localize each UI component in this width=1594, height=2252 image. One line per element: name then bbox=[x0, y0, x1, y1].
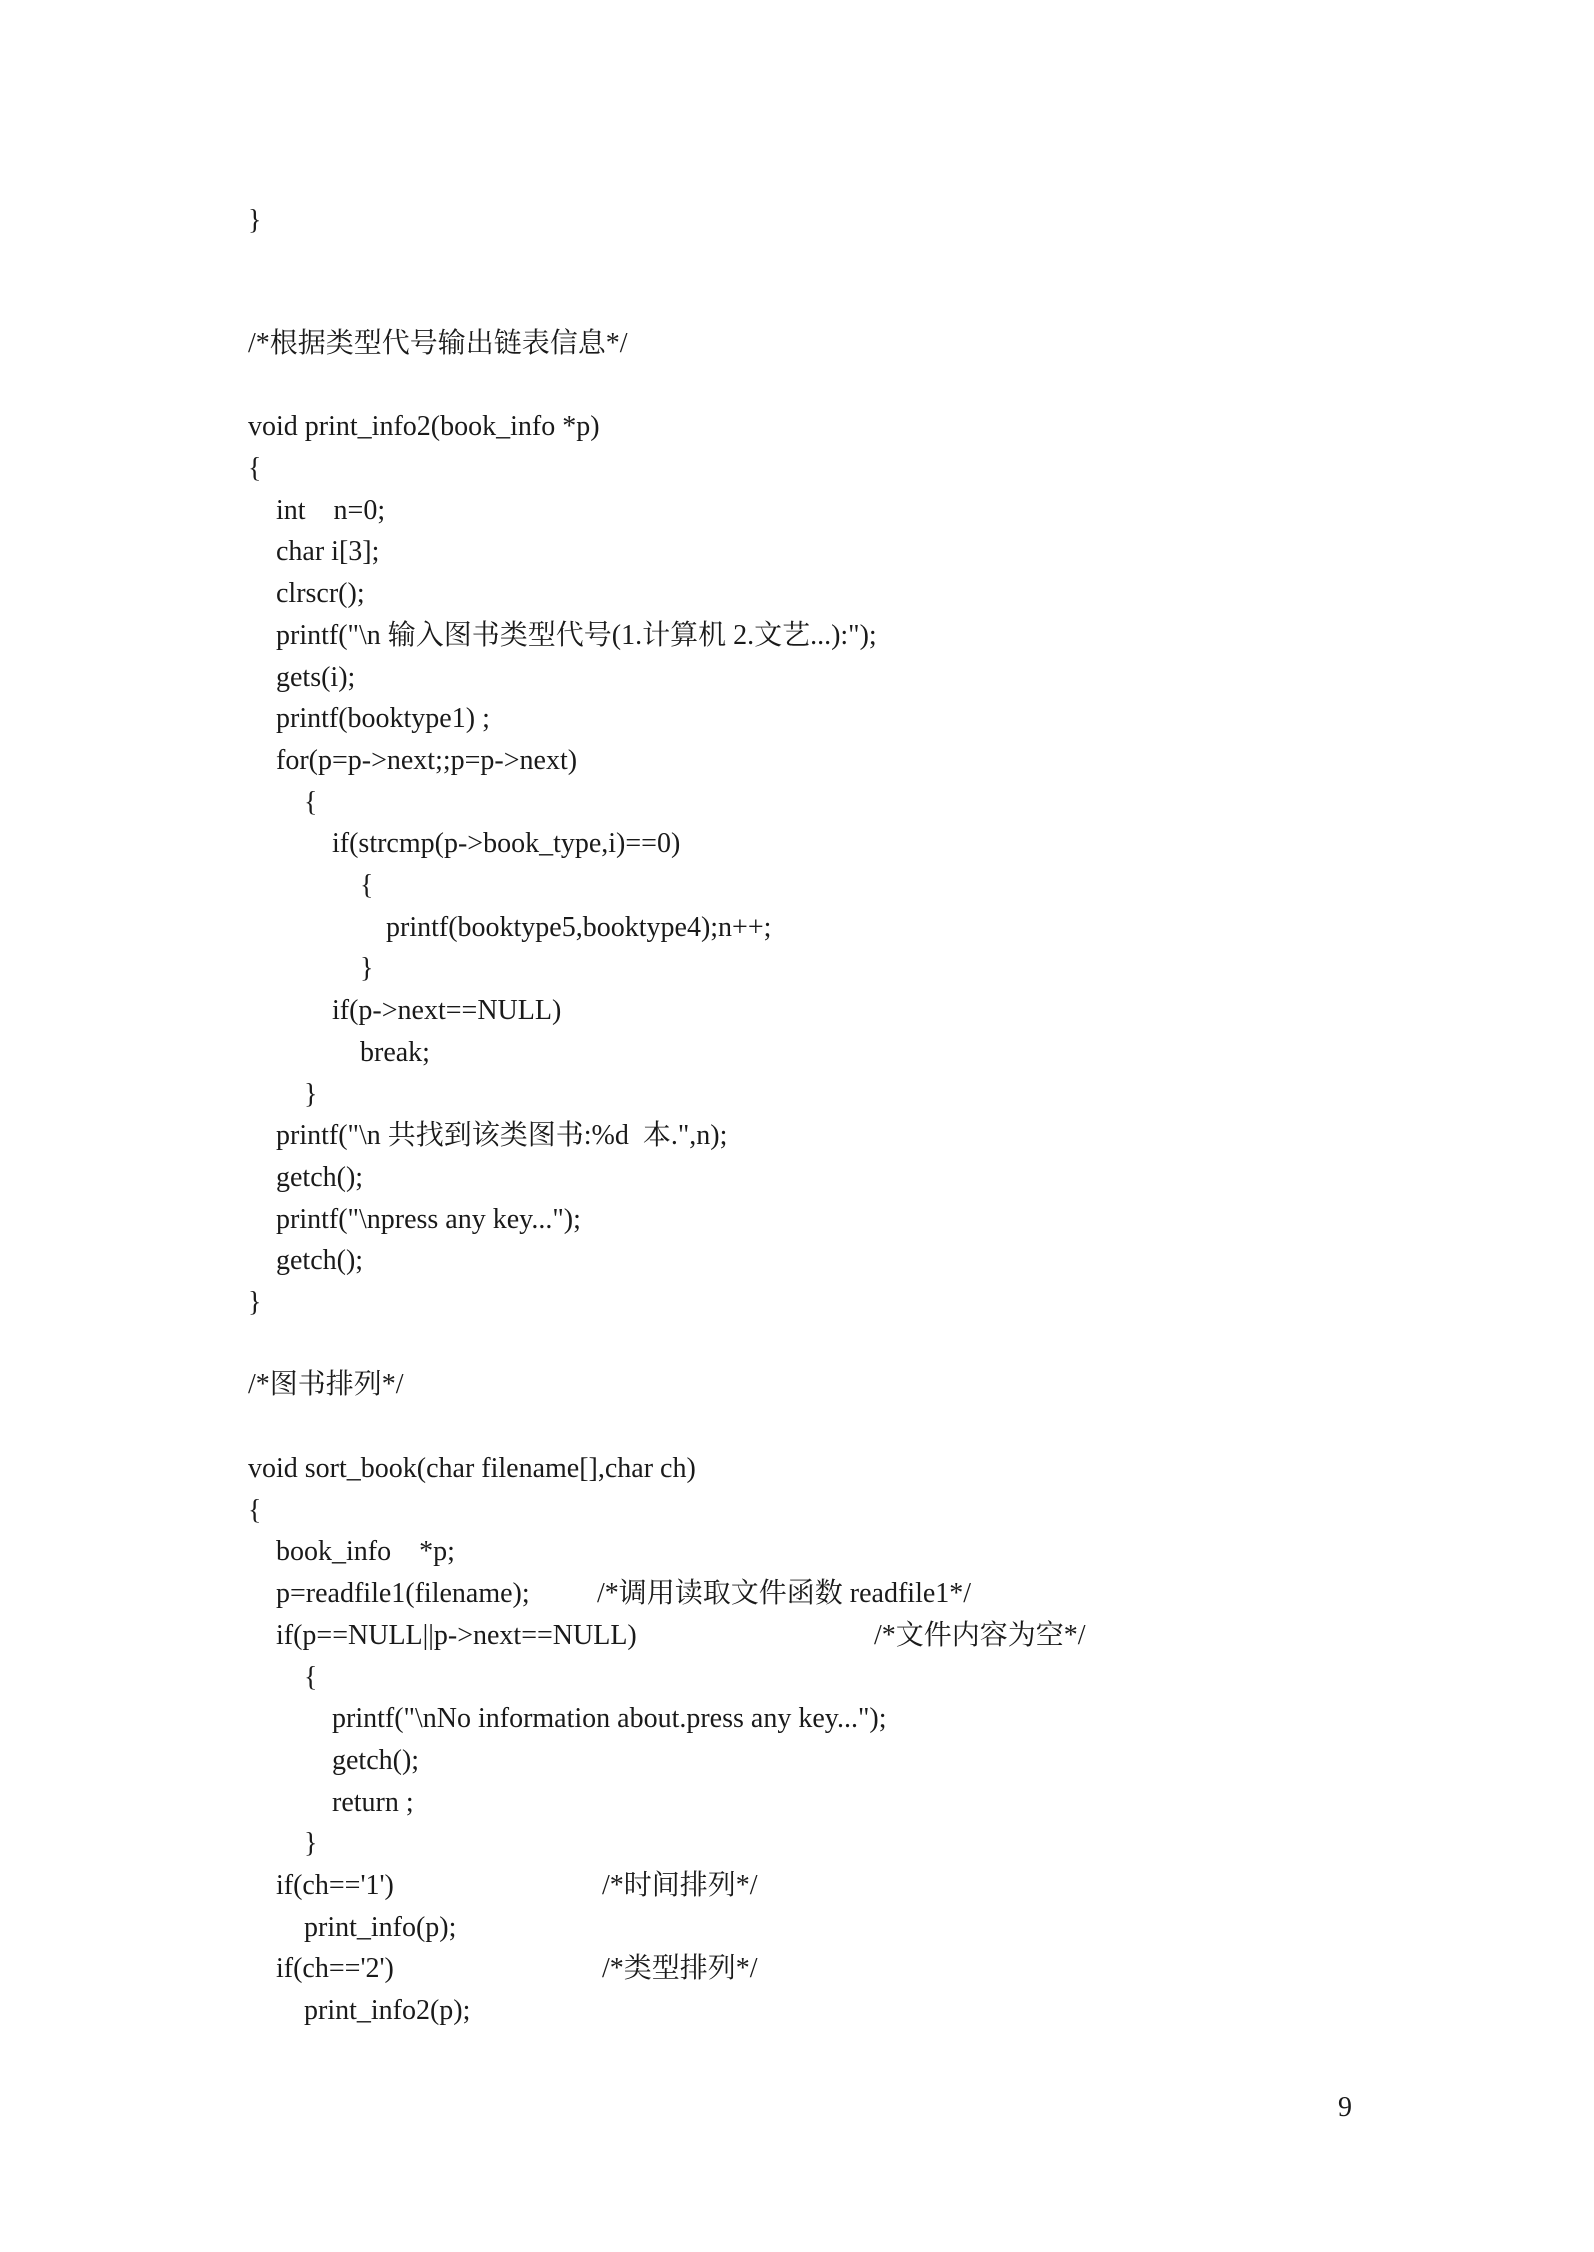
code-line: if(p==NULL||p->next==NULL) bbox=[276, 1620, 637, 1651]
code-line: if(ch=='1') bbox=[276, 1870, 394, 1901]
code-comment: /*文件内容为空*/ bbox=[874, 1620, 1086, 1651]
code-line: } bbox=[248, 205, 262, 236]
code-line: break; bbox=[360, 1037, 430, 1068]
code-line: { bbox=[304, 1662, 318, 1693]
code-line: int n=0; bbox=[276, 495, 386, 526]
code-line: printf("\n 共找到该类图书:%d 本.",n); bbox=[276, 1120, 728, 1151]
code-line: getch(); bbox=[332, 1745, 420, 1776]
code-line: void print_info2(book_info *p) bbox=[248, 411, 600, 442]
code-line: getch(); bbox=[276, 1245, 364, 1276]
code-line: print_info(p); bbox=[304, 1912, 457, 1943]
code-comment: /*调用读取文件函数 readfile1*/ bbox=[597, 1578, 972, 1609]
code-comment: /*根据类型代号输出链表信息*/ bbox=[248, 328, 628, 359]
code-line: getch(); bbox=[276, 1162, 364, 1193]
code-line: printf("\nNo information about.press any key..."); bbox=[332, 1703, 887, 1734]
code-line: printf("\npress any key..."); bbox=[276, 1204, 581, 1235]
code-line: } bbox=[304, 1828, 318, 1859]
code-line: { bbox=[248, 453, 262, 484]
code-line: printf("\n 输入图书类型代号(1.计算机 2.文艺...):"); bbox=[276, 620, 877, 651]
code-line: { bbox=[304, 787, 318, 818]
code-comment: /*类型排列*/ bbox=[602, 1953, 758, 1984]
code-line: { bbox=[248, 1495, 262, 1526]
code-line: return ; bbox=[332, 1787, 414, 1818]
code-line: if(ch=='2') bbox=[276, 1953, 394, 1984]
code-comment: /*图书排列*/ bbox=[248, 1369, 404, 1400]
code-line: print_info2(p); bbox=[304, 1995, 471, 2026]
code-line: void sort_book(char filename[],char ch) bbox=[248, 1453, 696, 1484]
code-line: printf(booktype1) ; bbox=[276, 703, 490, 734]
code-line: p=readfile1(filename); bbox=[276, 1578, 530, 1609]
code-line: if(p->next==NULL) bbox=[332, 995, 562, 1026]
code-line: if(strcmp(p->book_type,i)==0) bbox=[332, 828, 681, 859]
code-line: } bbox=[304, 1079, 318, 1110]
code-line: gets(i); bbox=[276, 662, 356, 693]
code-line: for(p=p->next;;p=p->next) bbox=[276, 745, 578, 776]
code-line: book_info *p; bbox=[276, 1536, 455, 1567]
code-line: printf(booktype5,booktype4);n++; bbox=[386, 912, 772, 943]
page-number: 9 bbox=[1338, 2092, 1352, 2123]
code-line: } bbox=[248, 1287, 262, 1318]
code-line: clrscr(); bbox=[276, 578, 365, 609]
code-line: { bbox=[360, 870, 374, 901]
code-comment: /*时间排列*/ bbox=[602, 1870, 758, 1901]
code-line: } bbox=[360, 953, 374, 984]
code-line: char i[3]; bbox=[276, 536, 380, 567]
